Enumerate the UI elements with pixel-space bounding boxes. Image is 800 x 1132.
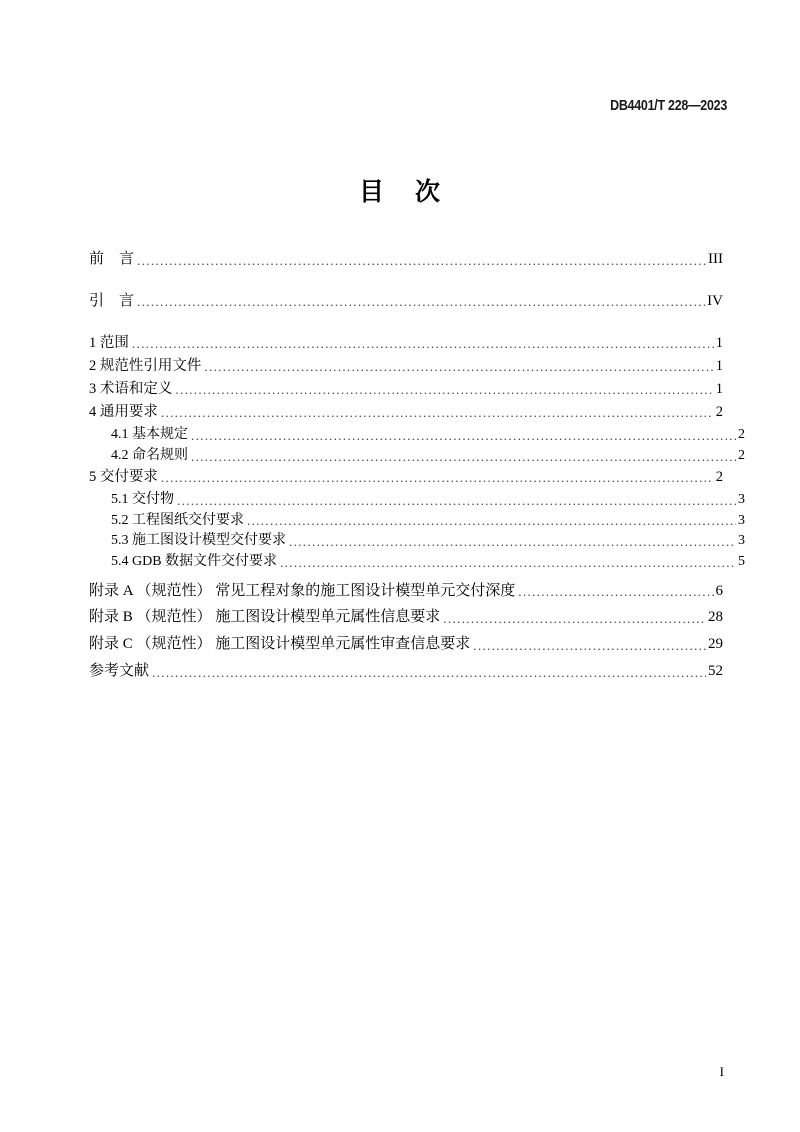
toc-entry-annex[interactable] — [89, 610, 723, 626]
toc-entry-page-number: 1 — [715, 357, 723, 374]
toc-entry-page-number: III — [708, 251, 723, 267]
toc-entry-page-number: 3 — [738, 512, 745, 528]
toc-entry-annex[interactable] — [89, 584, 723, 600]
toc-entry-section[interactable] — [89, 382, 723, 397]
toc-entry-page-number: 29 — [708, 636, 723, 653]
toc-leader-dots — [289, 535, 736, 549]
toc-leader-dots — [152, 665, 706, 680]
toc-entry-page-number: 1 — [715, 334, 723, 351]
toc-leader-dots — [175, 383, 713, 398]
toc-entry-front-matter[interactable] — [89, 294, 723, 310]
toc-entry-page-number: 3 — [738, 533, 745, 549]
toc-entry-label: 2 规范性引用文件 — [89, 357, 202, 374]
toc-entry-label: 4.1 基本规定 — [111, 427, 188, 443]
toc-entry-page-number: 28 — [708, 609, 723, 626]
toc-leader-dots — [191, 429, 736, 443]
toc-entry-section[interactable] — [89, 359, 723, 374]
toc-entry-label: 附录 B （规范性） 施工图设计模型单元属性信息要求 — [89, 609, 441, 626]
toc-leader-dots — [204, 359, 713, 374]
toc-entry-subsection[interactable] — [89, 514, 745, 529]
toc-entry-page-number: 1 — [715, 380, 723, 397]
toc-leader-dots — [473, 638, 706, 653]
toc-entry-label: 5.1 交付物 — [111, 491, 174, 507]
footer-page-number: I — [719, 1064, 724, 1079]
toc-entry-subsection[interactable] — [89, 555, 745, 570]
toc-entry-page-number: 2 — [738, 427, 745, 443]
page-title — [0, 172, 800, 208]
toc-entry-label: 5.2 工程图纸交付要求 — [111, 512, 244, 528]
toc-entry-label: 5 交付要求 — [89, 468, 158, 485]
toc-entry-label: 1 范围 — [89, 334, 129, 351]
toc-entry-page-number: 5 — [738, 554, 745, 570]
toc-entry-subsection[interactable] — [89, 534, 745, 549]
toc-entry-page-number: 2 — [715, 468, 723, 485]
toc-leader-dots — [161, 406, 714, 421]
toc-leader-dots — [247, 514, 736, 528]
toc-entry-label: 参考文献 — [89, 662, 150, 679]
toc-entry-label: 3 术语和定义 — [89, 380, 173, 397]
toc-leader-dots — [280, 556, 736, 570]
toc-entry-label: 4 通用要求 — [89, 404, 158, 421]
toc-entry-section[interactable] — [89, 405, 723, 420]
toc-leader-dots — [191, 450, 736, 464]
document-header-standard-number: DB4401/T 228—2023 — [610, 98, 727, 114]
toc-entry-page-number: 6 — [715, 582, 723, 599]
toc-entry-label: 附录 C （规范性） 施工图设计模型单元属性审查信息要求 — [89, 636, 471, 653]
toc-entry-page-number: 2 — [715, 404, 723, 421]
toc-entry-front-matter[interactable] — [89, 252, 723, 268]
toc-entry-label: 5.4 GDB 数据文件交付要求 — [111, 554, 278, 570]
toc-leader-dots — [132, 336, 714, 351]
toc-entry-label: 4.2 命名规则 — [111, 448, 188, 464]
toc-entry-label: 前 言 — [89, 251, 135, 267]
page-title-right: 次 — [415, 177, 442, 206]
toc-entry-page-number: 2 — [738, 448, 745, 464]
toc-entry-label: 5.3 施工图设计模型交付要求 — [111, 533, 286, 549]
table-of-contents — [89, 251, 745, 691]
toc-entry-section[interactable] — [89, 470, 723, 485]
toc-entry-subsection[interactable] — [89, 493, 745, 508]
toc-entry-bibliography[interactable] — [89, 664, 723, 680]
toc-leader-dots — [443, 611, 706, 626]
toc-entry-annex[interactable] — [89, 637, 723, 653]
toc-entry-page-number: 52 — [708, 662, 723, 679]
toc-entry-label: 引 言 — [89, 292, 135, 309]
toc-entry-label: 附录 A （规范性） 常见工程对象的施工图设计模型单元交付深度 — [89, 582, 516, 599]
toc-entry-page-number: IV — [707, 292, 723, 309]
toc-entry-subsection[interactable] — [89, 428, 745, 443]
page-title-left: 目 — [358, 177, 385, 206]
toc-leader-dots — [137, 295, 705, 310]
toc-leader-dots — [137, 253, 706, 268]
toc-leader-dots — [177, 494, 736, 508]
toc-entry-subsection[interactable] — [89, 449, 745, 464]
toc-leader-dots — [161, 470, 714, 485]
toc-leader-dots — [518, 584, 713, 599]
toc-entry-page-number: 3 — [738, 491, 745, 507]
toc-entry-section[interactable] — [89, 336, 723, 351]
